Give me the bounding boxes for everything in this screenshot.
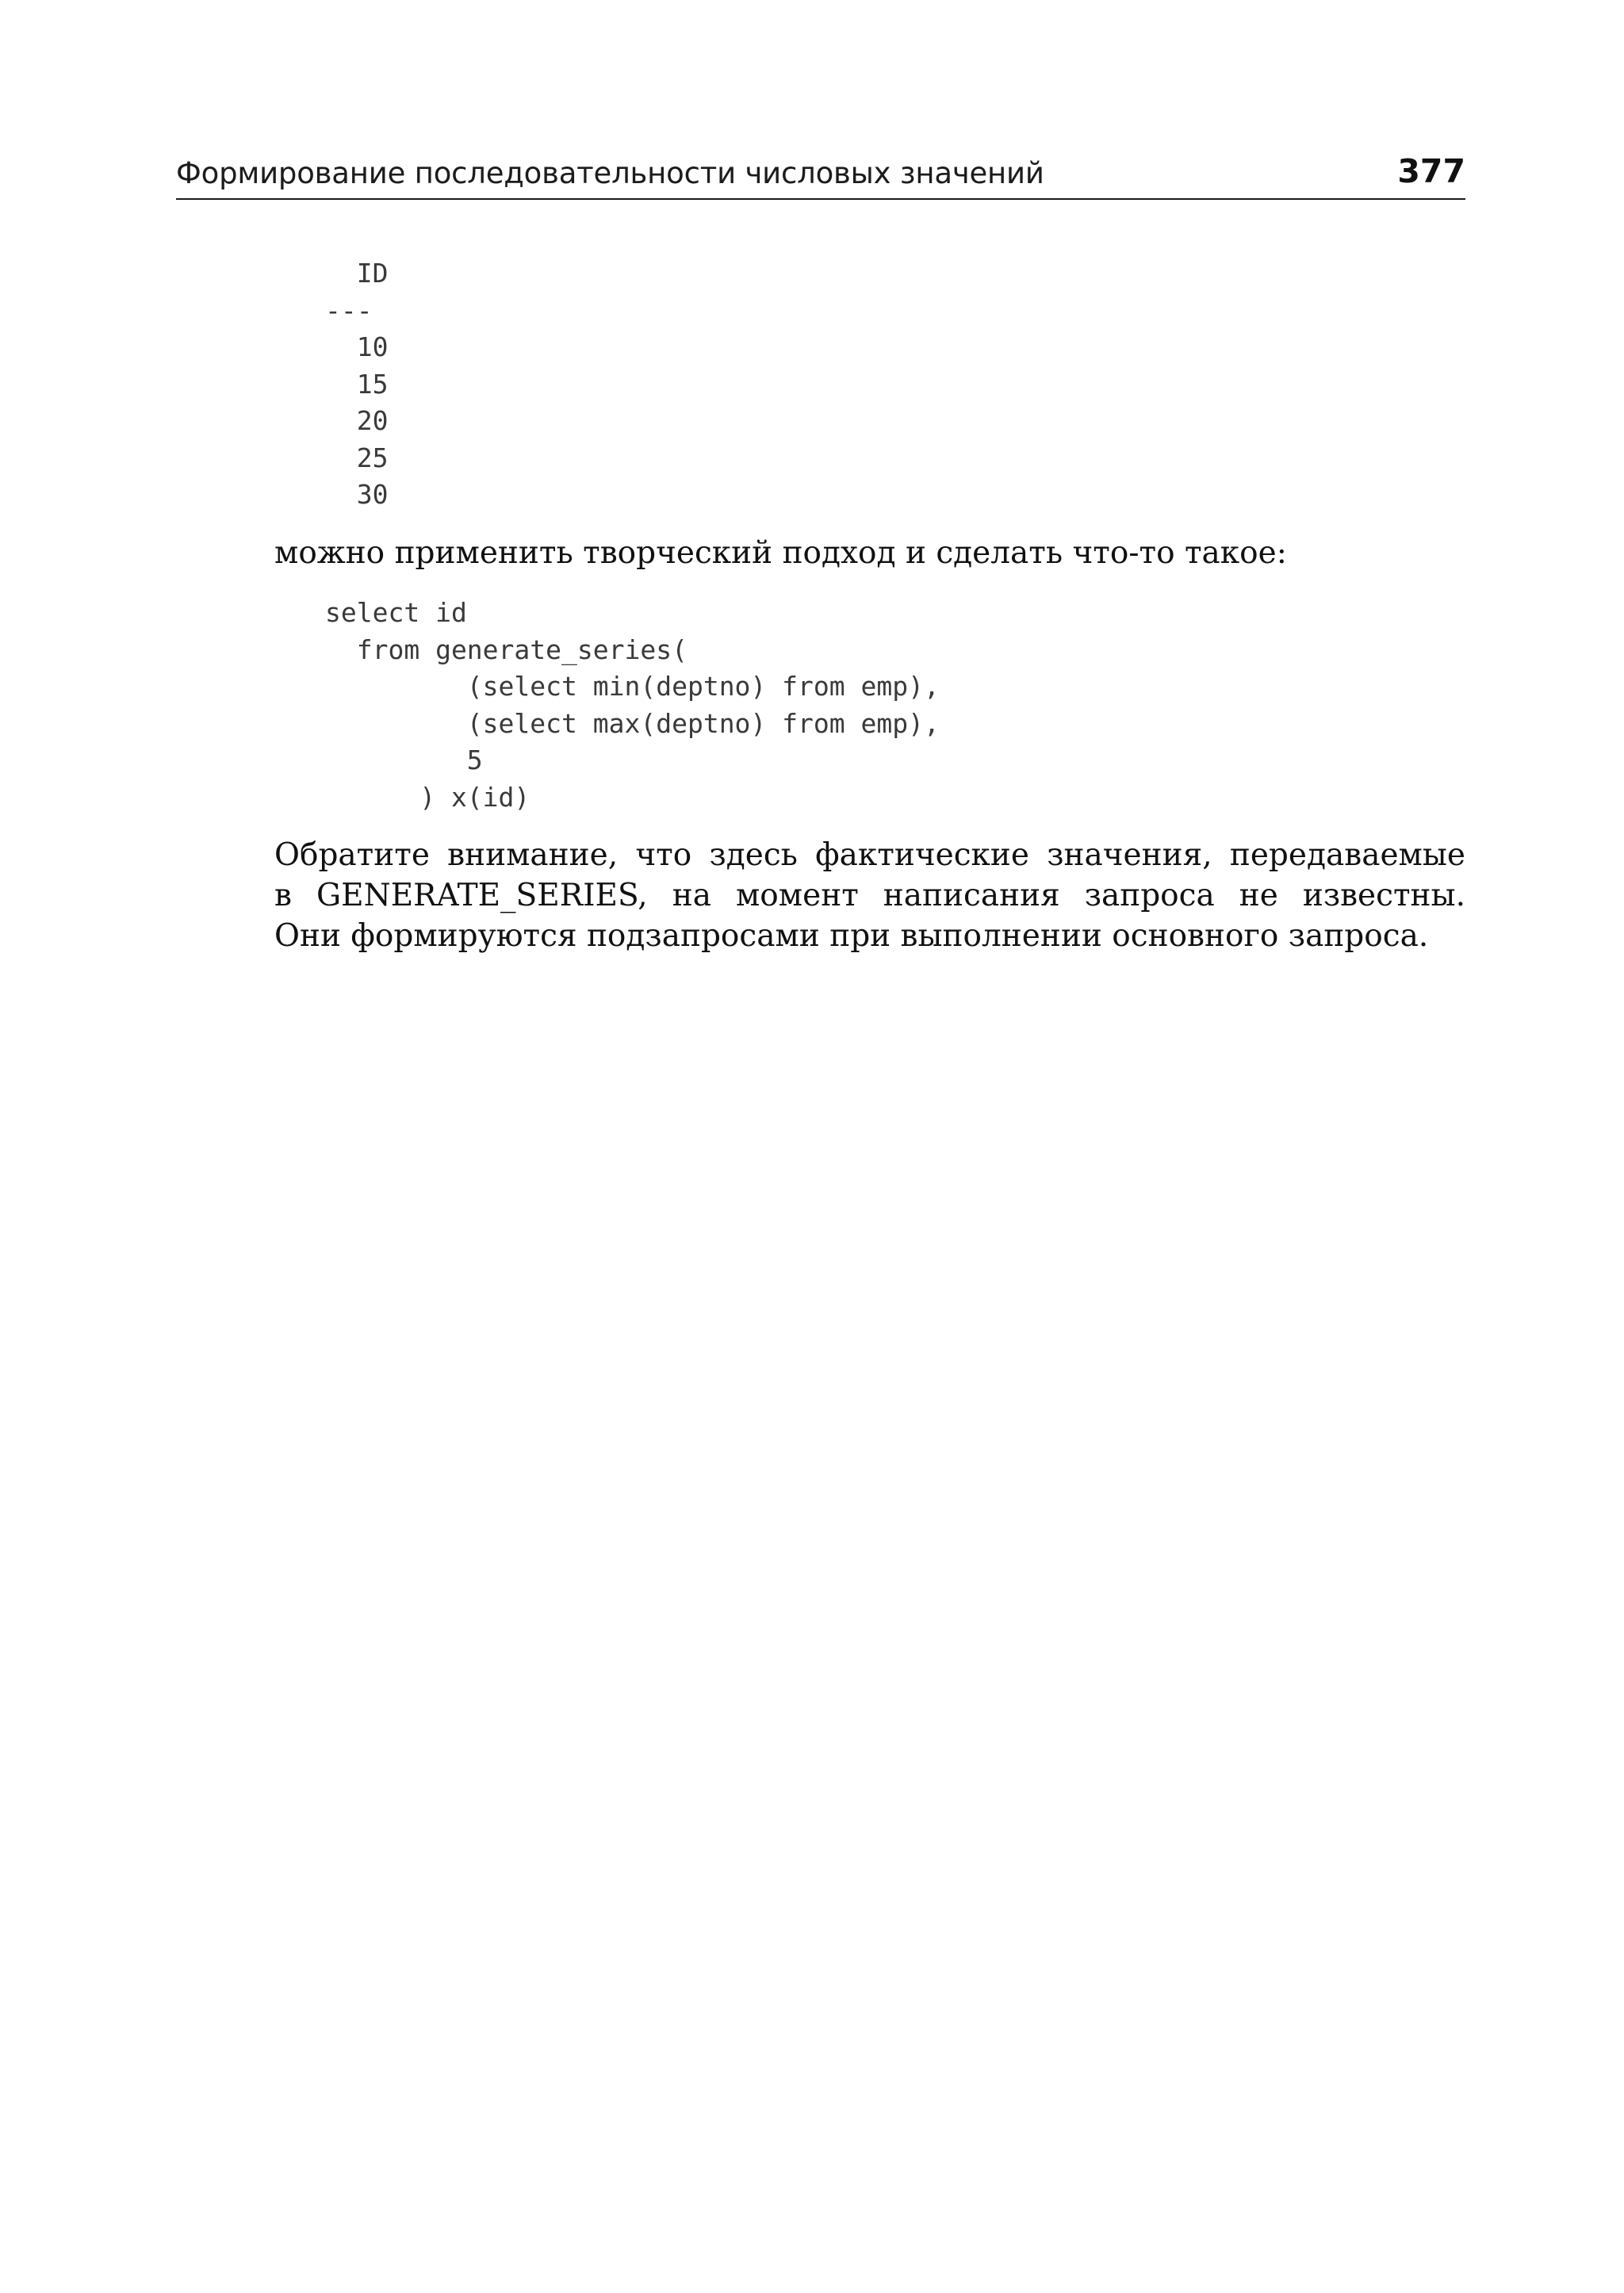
output-line: 20 (325, 405, 389, 436)
code-line: from generate_series( (325, 634, 688, 665)
body-paragraph (274, 835, 1465, 956)
sql-code-block (325, 595, 940, 816)
output-line: 10 (325, 331, 389, 362)
code-line: select id (325, 597, 467, 628)
running-header (176, 151, 1465, 200)
page-number: 377 (1397, 152, 1465, 190)
paragraph-line: Они формируются подзапросами при выполнении основного запроса. (274, 918, 1429, 954)
code-line: (select min(deptno) from emp), (325, 671, 940, 702)
output-line: 15 (325, 368, 389, 400)
output-line: ID (325, 258, 389, 289)
intro-sentence: можно применить творческий подход и сделать что-то такое: (274, 535, 1287, 571)
output-line: 30 (325, 479, 389, 510)
paragraph-line: в GENERATE_SERIES, на момент написания запроса не известны. (274, 878, 1465, 913)
code-line: (select max(deptno) from emp), (325, 707, 940, 739)
paragraph-line: Обратите внимание, что здесь фактические значения, передаваемые (274, 837, 1465, 873)
code-line: ) x(id) (325, 781, 530, 813)
chapter-title: Формирование последовательности числовых значений (176, 156, 1044, 190)
output-line: --- (325, 294, 373, 326)
code-line: 5 (325, 745, 483, 775)
output-line: 25 (325, 442, 389, 473)
query-output-block (325, 255, 388, 514)
